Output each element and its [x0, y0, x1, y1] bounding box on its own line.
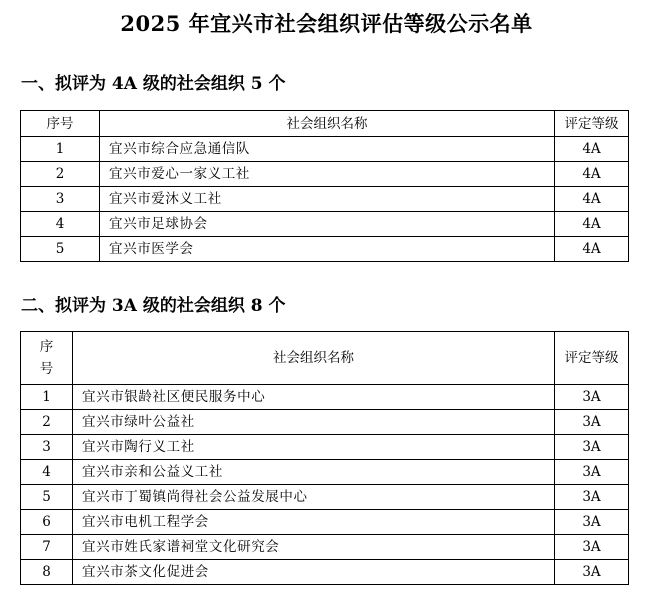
row-number: 6: [21, 510, 73, 535]
table-row: [21, 410, 629, 435]
row-number: 7: [21, 535, 73, 560]
organization-name: 宜兴市电机工程学会: [73, 510, 555, 535]
row-number: 1: [21, 385, 73, 410]
organization-name: 宜兴市茶文化促进会: [73, 560, 555, 585]
column-header-no: 序号: [21, 332, 73, 385]
grade-value: 4A: [555, 237, 629, 262]
table-row: [21, 435, 629, 460]
row-number: 5: [21, 237, 100, 262]
grade-value: 4A: [555, 162, 629, 187]
section-heading-3a: 二、拟评为 3A 级的社会组织 8 个: [21, 296, 286, 316]
table-row: [21, 385, 629, 410]
organization-name: 宜兴市银龄社区便民服务中心: [73, 385, 555, 410]
organization-name: 宜兴市姓氏家谱祠堂文化研究会: [73, 535, 555, 560]
table-row: [21, 460, 629, 485]
row-number: 1: [21, 137, 100, 162]
column-header-grade: 评定等级: [555, 111, 629, 137]
organization-name: 宜兴市陶行义工社: [73, 435, 555, 460]
organization-name: 宜兴市丁蜀镇尚得社会公益发展中心: [73, 485, 555, 510]
table-row: [21, 510, 629, 535]
row-number: 4: [21, 212, 100, 237]
section-heading-4a: 一、拟评为 4A 级的社会组织 5 个: [21, 74, 286, 94]
table-row: [21, 212, 629, 237]
column-header-name: 社会组织名称: [100, 111, 555, 137]
grade-value: 3A: [555, 410, 629, 435]
table-row: [21, 485, 629, 510]
row-number: 3: [21, 187, 100, 212]
column-header-no: 序号: [21, 111, 100, 137]
table-row: [21, 137, 629, 162]
column-header-grade: 评定等级: [555, 332, 629, 385]
organization-name: 宜兴市爱心一家义工社: [100, 162, 555, 187]
row-number: 5: [21, 485, 73, 510]
table-header-row: [21, 332, 629, 385]
column-header-name: 社会组织名称: [73, 332, 555, 385]
organization-name: 宜兴市爱沐义工社: [100, 187, 555, 212]
table-row: [21, 237, 629, 262]
row-number: 8: [21, 560, 73, 585]
grade-value: 3A: [555, 535, 629, 560]
table-row: [21, 535, 629, 560]
row-number: 2: [21, 410, 73, 435]
grade-value: 3A: [555, 385, 629, 410]
organization-name: 宜兴市足球协会: [100, 212, 555, 237]
organization-name: 宜兴市亲和公益义工社: [73, 460, 555, 485]
organization-name: 宜兴市绿叶公益社: [73, 410, 555, 435]
grade-value: 3A: [555, 485, 629, 510]
grade-value: 3A: [555, 460, 629, 485]
row-number: 4: [21, 460, 73, 485]
grade-value: 4A: [555, 137, 629, 162]
row-number: 3: [21, 435, 73, 460]
page-title: 2025 年宜兴市社会组织评估等级公示名单: [120, 11, 533, 36]
grade-value: 4A: [555, 187, 629, 212]
table-row: [21, 187, 629, 212]
organization-name: 宜兴市医学会: [100, 237, 555, 262]
table-header-row: [21, 111, 629, 137]
table-row: [21, 560, 629, 585]
table-row: [21, 162, 629, 187]
row-number: 2: [21, 162, 100, 187]
grade-value: 3A: [555, 560, 629, 585]
table-3a-organizations: [20, 331, 629, 585]
table-4a-organizations: [20, 110, 629, 262]
grade-value: 3A: [555, 510, 629, 535]
grade-value: 3A: [555, 435, 629, 460]
organization-name: 宜兴市综合应急通信队: [100, 137, 555, 162]
grade-value: 4A: [555, 212, 629, 237]
